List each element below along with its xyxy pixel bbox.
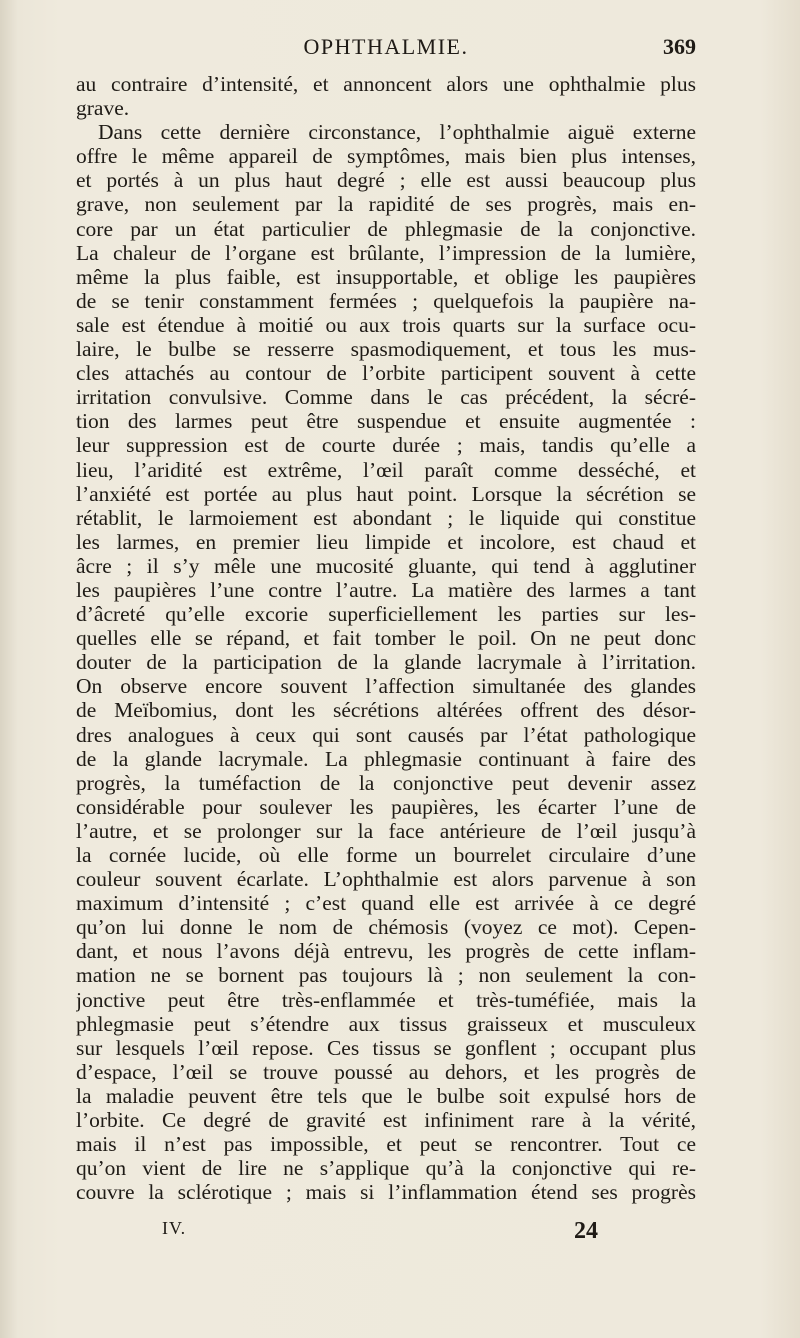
running-title: OPHTHALMIE. xyxy=(303,34,469,59)
text-line: La chaleur de l’organe est brûlante, l’impression de la lumière, xyxy=(76,240,696,265)
text-line: d’âcreté qu’elle excorie superficiellement les parties sur les- xyxy=(76,602,696,627)
text-line: de se tenir constamment fermées ; quelquefois la paupière na- xyxy=(76,288,696,313)
text-line: leur suppression est de courte durée ; mais, tandis qu’elle a xyxy=(76,433,696,458)
text-line: âcre ; il s’y mêle une mucosité gluante, qui tend à agglutiner xyxy=(76,553,696,578)
text-line: progrès, la tuméfaction de la conjonctive peut devenir assez xyxy=(76,770,696,795)
text-line: couvre la sclérotique ; mais si l’inflammation étend ses progrès xyxy=(76,1180,696,1205)
text-line: considérable pour soulever les paupières, les écarter l’une de xyxy=(76,794,696,819)
text-line: qu’on lui donne le nom de chémosis (voyez ce mot). Cepen- xyxy=(76,915,696,940)
text-line: sur lesquels l’œil repose. Ces tissus se gonflent ; occupant plus xyxy=(76,1035,696,1060)
text-line: On observe encore souvent l’affection simultanée des glandes xyxy=(76,674,696,699)
text-line: dres analogues à ceux qui sont causés par l’état pathologique xyxy=(76,722,696,747)
text-line: grave, non seulement par la rapidité de ses progrès, mais en- xyxy=(76,192,696,217)
text-line: jonctive peut être très-enflammée et très-tuméfiée, mais la xyxy=(76,987,696,1012)
text-line: dant, et nous l’avons déjà entrevu, les progrès de cette inflam- xyxy=(76,939,696,964)
text-line: mais il n’est pas impossible, et peut se rencontrer. Tout ce xyxy=(76,1132,696,1157)
text-line: maximum d’intensité ; c’est quand elle est arrivée à ce degré xyxy=(76,891,696,916)
text-line: cles attachés au contour de l’orbite participent souvent à cette xyxy=(76,361,696,386)
text-line: l’anxiété est portée au plus haut point. Lorsque la sécrétion se xyxy=(76,481,696,506)
text-line: même la plus faible, est insupportable, et oblige les paupières xyxy=(76,264,696,289)
text-line: tion des larmes peut être suspendue et ensuite augmentée : xyxy=(76,409,696,434)
text-line: douter de la participation de la glande lacrymale à l’irritation. xyxy=(76,650,696,675)
text-line: lieu, l’aridité est extrême, l’œil paraît comme desséché, et xyxy=(76,457,696,482)
text-line: la maladie peuvent être tels que le bulbe soit expulsé hors de xyxy=(76,1083,696,1108)
text-line: offre le même appareil de symptômes, mais bien plus intenses, xyxy=(76,144,696,169)
page-footer xyxy=(76,1218,696,1248)
text-line: core par un état particulier de phlegmasie de la conjonctive. xyxy=(76,216,696,241)
text-line: quelles elle se répand, et fait tomber le poil. On ne peut donc xyxy=(76,626,696,651)
folio-mark: 24 xyxy=(574,1218,598,1244)
text-line: couleur souvent écarlate. L’ophthalmie est alors parvenue à son xyxy=(76,867,696,892)
text-line: sale est étendue à moitié ou aux trois quarts sur la surface ocu- xyxy=(76,312,696,337)
page-header xyxy=(76,34,696,68)
text-line: la cornée lucide, où elle forme un bourrelet circulaire d’une xyxy=(76,843,696,867)
text-line: et portés à un plus haut degré ; elle est aussi beaucoup plus xyxy=(76,168,696,193)
text-line: au contraire d’intensité, et annoncent alors une ophthalmie plus xyxy=(76,72,696,96)
page-number: 369 xyxy=(663,34,696,59)
body-text xyxy=(76,72,696,1204)
text-line: phlegmasie peut s’étendre aux tissus graisseux et musculeux xyxy=(76,1011,696,1036)
text-line: rétablit, le larmoiement est abondant ; le liquide qui constitue xyxy=(76,505,696,530)
text-line: laire, le bulbe se resserre spasmodiquement, et tous les mus- xyxy=(76,337,696,362)
text-line: grave. xyxy=(76,96,130,121)
text-line: d’espace, l’œil se trouve poussé au dehors, et les progrès de xyxy=(76,1059,696,1084)
text-line: qu’on vient de lire ne s’applique qu’à la conjonctive qui re- xyxy=(76,1156,696,1181)
text-line: mation ne se bornent pas toujours là ; non seulement la con- xyxy=(76,963,696,988)
text-line: l’orbite. Ce degré de gravité est infiniment rare à la vérité, xyxy=(76,1108,696,1133)
text-line: les larmes, en premier lieu limpide et incolore, est chaud et xyxy=(76,529,696,554)
signature-mark: IV. xyxy=(162,1218,187,1238)
text-line: de Meïbomius, dont les sécrétions altérées offrent des désor- xyxy=(76,698,696,723)
text-line: de la glande lacrymale. La phlegmasie continuant à faire des xyxy=(76,746,696,771)
text-line: l’autre, et se prolonger sur la face antérieure de l’œil jusqu’à xyxy=(76,818,696,843)
text-line: Dans cette dernière circonstance, l’ophthalmie aiguë externe xyxy=(98,120,696,145)
text-line: irritation convulsive. Comme dans le cas précédent, la sécré- xyxy=(76,385,696,410)
text-line: les paupières l’une contre l’autre. La matière des larmes a tant xyxy=(76,577,696,602)
